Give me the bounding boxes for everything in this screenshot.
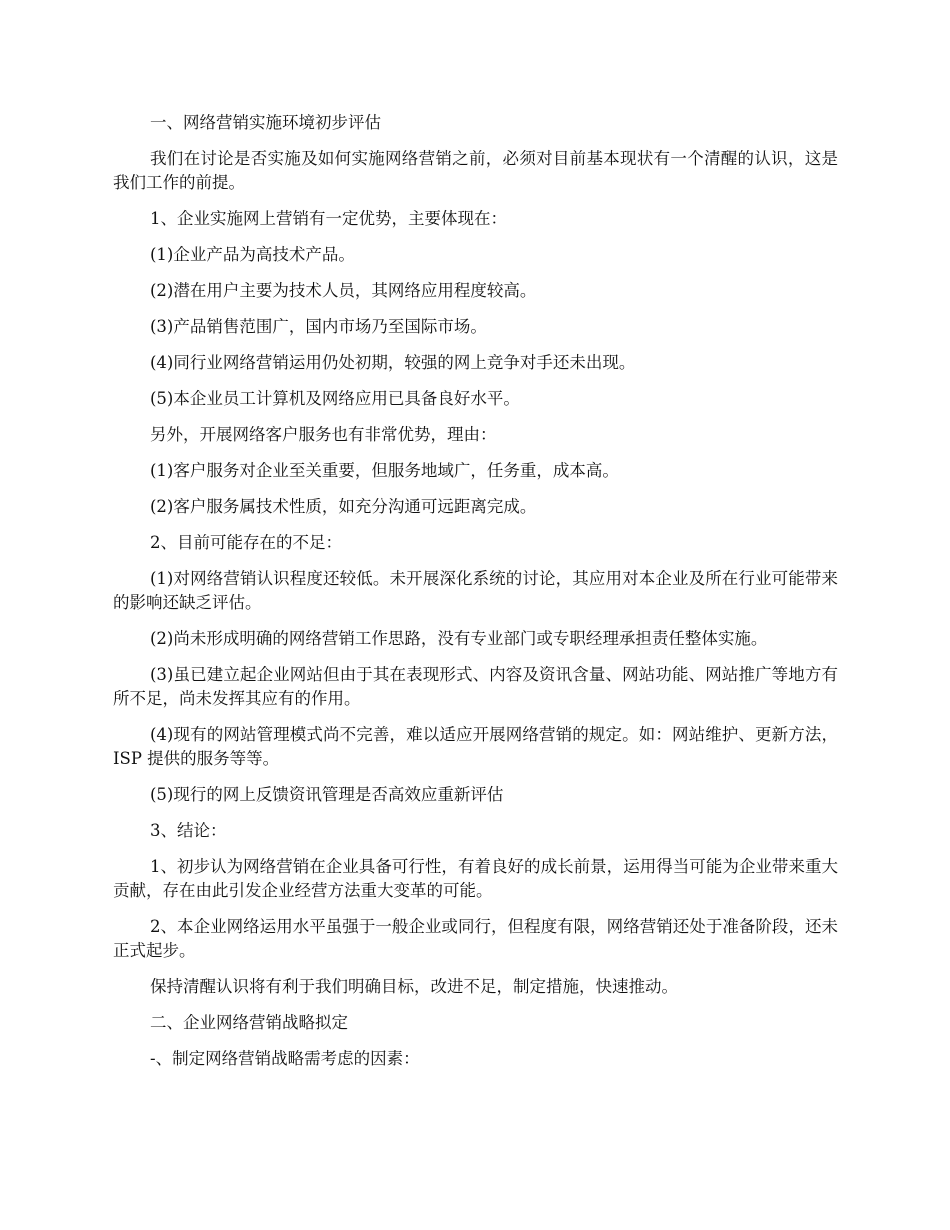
section-heading-1: 一、网络营销实施环境初步评估 [150, 113, 381, 132]
list-item: (5)本企业员工计算机及网络应用已具备良好水平。 [150, 389, 520, 408]
list-item: (3)产品销售范围广，国内市场乃至国际市场。 [150, 317, 487, 336]
list-item: (5)现行的网上反馈资讯管理是否高效应重新评估 [150, 785, 504, 804]
list-item: (2)客户服务属技术性质，如充分沟通可远距离完成。 [150, 497, 537, 516]
subheading-conclusion: 3、结论： [150, 821, 227, 840]
intro-paragraph: 我们在讨论是否实施及如何实施网络营销之前，必须对目前基本现状有一个清醒的认识，这是我们工作的前提。 [113, 149, 838, 192]
list-item: (2)潜在用户主要为技术人员，其网络应用程度较高。 [150, 281, 537, 300]
subheading-shortcomings: 2、目前可能存在的不足： [150, 533, 342, 552]
list-item: (3)虽已建立起企业网站但由于其在表现形式、内容及资讯含量、网站功能、网站推广等地方有所不足，尚未发挥其应有的作用。 [113, 665, 838, 708]
section-heading-2: 二、企业网络营销战略拟定 [150, 1013, 348, 1032]
document-body [113, 111, 838, 1083]
summary-paragraph: 保持清醒认识将有利于我们明确目标，改进不足，制定措施，快速推动。 [150, 977, 678, 996]
conclusion-item: 1、初步认为网络营销在企业具备可行性，有着良好的成长前景，运用得当可能为企业带来重大贡献，存在由此引发企业经营方法重大变革的可能。 [113, 857, 838, 900]
list-item: (4)现有的网站管理模式尚不完善，难以适应开展网络营销的规定。如：网站维护、更新方法，ISP 提供的服务等等。 [113, 725, 838, 768]
list-item: (2)尚未形成明确的网络营销工作思路，没有专业部门或专职经理承担责任整体实施。 [150, 629, 768, 648]
list-item: (1)客户服务对企业至关重要，但服务地域广，任务重，成本高。 [150, 461, 619, 480]
paragraph-service-advantage: 另外，开展网络客户服务也有非常优势，理由： [150, 425, 497, 444]
subheading-factors: -、制定网络营销战略需考虑的因素： [150, 1049, 420, 1068]
list-item: (1)企业产品为高技术产品。 [150, 245, 355, 264]
subheading-advantages: 1、企业实施网上营销有一定优势，主要体现在： [150, 209, 507, 228]
conclusion-item: 2、本企业网络运用水平虽强于一般企业或同行，但程度有限，网络营销还处于准备阶段，还未正式起步。 [113, 917, 838, 960]
list-item: (1)对网络营销认识程度还较低。未开展深化系统的讨论，其应用对本企业及所在行业可能带来的影响还缺乏评估。 [113, 569, 838, 612]
list-item: (4)同行业网络营销运用仍处初期，较强的网上竞争对手还未出现。 [150, 353, 636, 372]
